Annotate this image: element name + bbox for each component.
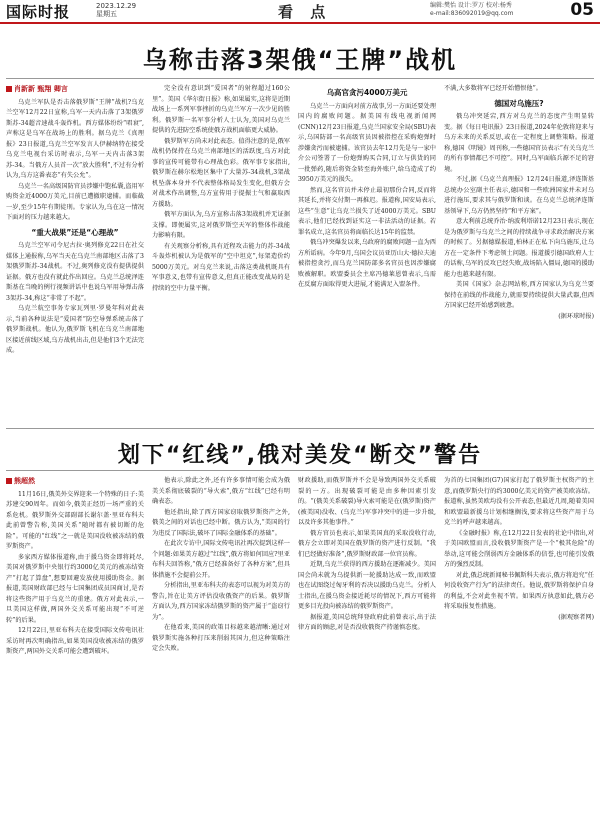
newspaper-logo: 国际时报 [6,3,71,21]
article2-source: (据观察者网) [558,613,594,621]
paragraph: 他还指出,除了西方国家窃取俄罗斯资产之外,俄美之间的对话也已经中断。俄方认为,“美国的行为违反了国际法,破坏了国际金融体系的基础”。 [152,508,290,537]
paragraph: 财政援助,而俄罗斯并不会是导致两国外交关系破裂的一方。出现破裂可能是由多种因素引发的。“(俄美关系破裂)导火索可能是在(俄罗斯)资产(被美国)没收、(乌克兰)军事冲突中的进一步升级,以及许多其他事件。” [298,477,436,526]
paragraph: 分析指出,里亚布科夫的表态可以视为对美方的警告,旨在让美方评估没收俄资产的后果。俄罗斯方面认为,西方国家冻结俄罗斯的资产属于“盗窃行为”。 [152,582,290,621]
divider [6,78,594,79]
article2-byline [6,476,144,487]
article1-source: (据环球时报) [558,312,594,320]
paragraph: 多家西方媒体报道称,由于援乌资金即将耗尽,美国对俄罗斯中央银行约3000亿美元的被冻结资产“打起了算盘”,想要回避发放使用援助资金。据报道,美国财政部已经与七国集团成员国商讨,是否将这些资产用于乌克兰的重建。俄方对此表示,一旦美国这样做,两国外交关系可能出现“不可逆转”的后果。 [6,553,144,624]
paragraph: 乌克兰军队是否击落俄罗斯“王牌”战机?乌克兰空军12月22日宣称,乌军一天内击落了3架俄罗斯苏-34超音速战斗轰炸机。西方媒体纷纷“唱衰”,声称这是乌军在战场上的胜利。据乌克兰《真理报》23日报道,乌克兰空军发言人伊赫纳特在接受乌克兰电视台采访时表示,乌军一天内击落3架苏-34。当俄方人员首一次“放大胜利”,不过有分析认为,乌方这番表态“有失公允”。 [6,98,144,179]
article2-column-2 [152,476,290,822]
article2-column-1 [6,476,144,822]
paragraph: 乌克兰一方面向对前方战事,另一方面还要处理国内的腐败问题。据美国有线电视新闻网(CNN)12月23日报道,乌克兰国家安全局(SBU)表示,乌国防部一名高级官员因被指控在采购炮弹时涉嫌贪污而被逮捕。该官员去年12月先是与一家中介公司签署了一份炮弹购买合同,订立与供货的同一批弹药,随后将资金转至海外账户,给乌造成了约3950万美元的损失。 [298,102,436,183]
paragraph: 据报道,美国总统拜登政府此前曾表示,出于法律方面的顾虑,对是否没收俄资产持谨慎态度。 [298,613,436,631]
article1-column-3 [298,84,436,424]
issue-date [96,2,136,18]
divider [6,470,594,471]
paragraph: 美国《国家》杂志网站称,西方国家认为乌克兰要保持在前线的作战能力,就需要持续提供大量武器,但西方国家已经开始感到疲惫。 [444,281,594,309]
paragraph: 《金融时报》称,在12月22日发表的社论中指出,对于美国欧盟而言,没收俄罗斯资产是一个“极其危险”的举动,这可能会削弱西方金融体系的信誉,也可能引发俄方的强烈反制。 [444,529,594,568]
masthead [0,0,600,24]
paragraph: 有关观察分析称,具有近程攻击能力的苏-34战斗轰炸机被认为是俄军的“空中坦克”,每架造价约5000万美元。对乌克兰来说,击落这类战机既具有军事意义,也带有宣传意义,但真正能改变战局的是持续的空中力量平衡。 [152,242,290,292]
email-text: e-mail:836092019@qq.com [430,10,514,17]
paragraph: 在他看来,美国的政策目标越来越清晰:通过对俄罗斯实施各种打压来削弱其国力,但这种策略注定会失败。 [152,624,290,652]
date-text: 2023.12.29 [96,2,137,10]
paragraph: 俄乌冲突延宕,西方对乌克兰的态度产生明显转变。据《每日电讯报》23日报道,2024年伦敦将迎来与乌方未来的关系反思,或在一定程度上调整策略。报道称,德国《明镜》周刊称,一些德国官员表示“有关乌克兰的所有事情都已不可控”。同时,乌军面临兵源不足的窘境。 [444,113,594,173]
byline-bullet-icon [6,86,12,92]
section-title: 看 点 [278,3,332,21]
weekday-text: 星期五 [96,10,117,18]
paragraph: 乌克兰空军司令尼古拉·奥列修克22日在社交媒体上通报称,乌军当天在乌克兰南部地区击落了3架俄罗斯苏-34战机。不过,奥列修克没有提供提供证据。俄方也没有就此作出回应。乌克兰总统泽连斯基在当晚的例行视频讲话中也说乌军用导弹击落3架苏-34,称这“非常了不起”。 [6,242,144,302]
paragraph: 乌克兰航空事务专家瓦列里·罗曼年科对此表示,当前各种说法是“爱国者”防空导弹系统击落了俄罗斯战机。他认为,俄罗斯飞机在乌克兰南部地区接近前线区域,乌方战机出击,但是他们3个无法完成。 [6,305,144,354]
paragraph: 俄罗斯军方尚未对此表态。值得注意的是,俄军战机仍保持在乌克兰南部地区的活跃度,乌方对此事的宣传可能带有心理战色彩。俄军事专家指出,俄罗斯在赫尔松地区集中了大量苏-34战机,3架战机坠落本身并不代表整体格局发生变化,但俄方会对战术作出调整,乌方宣传用于提振士气和赢取西方援助。 [152,137,290,208]
paragraph: 完全没有意识到“爱国者”的射程超过160公里”。美国《华尔街日报》称,如果属实,这将是近期战场上一系列军事挫折的乌克兰军方一次少见的胜利。俄罗斯一名军事分析人士认为,美国对乌克兰提供的先进防空系统使俄方战机面临更大威胁。 [152,85,290,134]
paragraph: 11月16日,俄美外交界迎来一个特殊的日子:美苏建交90周年。而如今,俄美正经历一场严重的关系危机。俄罗斯外交部副部长谢尔盖·里亚布科夫此前曾警告称,美国关系“随时都有被切断的危险”。可能的“红线”之一就是美国没收被冻结的俄罗斯资产。 [6,490,144,550]
page-number: 05 [570,0,594,20]
article1-column-4 [444,84,594,424]
paragraph: 俄军方面认为,乌方宣称击落3架战机并无证据支撑。即便属实,这对俄罗斯空天军的整体作战能力影响有限。 [152,211,290,239]
paragraph: 然而,这名官员并未停止最初那份合同,反而将其延长,并将交付期一再推迟。报道称,国安局表示,这些“生意”让乌克兰损失了近4000万美元。SBU表示,他们已经找到证实这一非法活动的证据。若罪名成立,这名官员将面临长达15年的监禁。 [298,186,436,236]
paragraph: 12月22日,里亚布科夫在接受国际文传电讯社采访时再次明确指出,如果美国没收被冻结的俄罗斯资产,两国外交关系可能会遭到破坏。 [6,627,144,655]
article1-column-2 [152,84,290,424]
editors-text: 编辑:樊怡 设计:罗万 校对:杨秀 [430,2,512,9]
article2-headline: 划下“红线”,俄对美发“断交”警告 [117,443,483,468]
article2-column-3 [298,476,436,822]
byline-text: 肖新新 甄翔 卿言 [14,85,68,93]
paragraph: 近期,乌克兰获得的西方援助在逐渐减少。美国国会尚未就为乌提供新一轮援助达成一致,而欧盟也在试图绕过匈牙利的否决以援助乌克兰。分析人士指出,在援乌资金接近耗尽的情况下,西方可能将更多目光投向被冻结的俄罗斯资产。 [298,561,436,610]
paragraph: 不满,大多数将军已经开始憎恨他”。 [444,85,542,92]
article1-column-1 [6,84,144,424]
article2-column-4 [444,476,594,822]
paragraph: 俄方官员也表示,如果美国真的采取没收行动,俄方会立即对美国在俄罗斯的资产进行反制。“我们已经做好准备”,俄罗斯财政部一位官员称。 [298,529,436,558]
paragraph: 俄乌冲突爆发以来,乌政府的腐败问题一直为西方所诟病。今年9月,乌国会议员亚历山大·德拉夫迪被指控贪污,而乌克兰国防部多名官员也因涉嫌腐败被解职。欧盟委员会主席冯德莱恩曾表示,乌需在反腐方面取得更大进展,才能满足入盟条件。 [298,239,436,288]
article1-byline [6,84,144,95]
paragraph: 乌克兰一名高级国防官员涉嫌中饱私囊,盗用军购资金近4000万美元,目前已遭撤职逮捕。而临截一岁,至少15年有期徒刑。专家认为,乌在这一情况下面对的压力越来越大。 [6,182,144,221]
article1-subhead-3: 德国对乌施压? [494,98,544,108]
article1-headline: 乌称击落3架俄“王牌”战机 [142,46,458,74]
paragraph: 在此次专访中,国际文传电讯社再次提到这样一个问题:如果美方越过“红线”,俄方将如何回应?里亚布科夫回答称,“俄方已经准备好了各种方案”,但具体措施不会提前公开。 [152,540,290,579]
byline-text: 熊超然 [14,477,35,485]
divider [6,428,594,429]
article1-subhead-1: “重大战果”还是“心理战” [31,227,119,237]
paragraph: 为首的七国集团(G7)国家打起了俄罗斯主权资产的主意,而俄罗斯央行的约3000亿美元的资产被美欧冻结。报道称,虽然美欧均没有公开表态,但最近几周,随着美国和欧盟最新援乌计划相继搁浅,要求将这些资产用于乌克兰的呼声越来越高。 [444,477,594,526]
editor-credits [430,2,513,18]
paragraph: 不过,据《乌克兰真理报》12月24日报道,泽连斯基总统办公室副主任表示,德国和一些欧洲国家并未对乌进行施压,要求其与俄罗斯和谈。在乌克兰总统泽连斯基领导下,乌方仍然坚持“和平方案”。 [444,176,594,215]
byline-bullet-icon [6,478,12,484]
paragraph: 意大利前总统乔治·纳波利塔诺12月23日表示,现在是为俄罗斯与乌克兰之间的持续战争寻求政治解决方案的时候了。另据德媒报道,柏林正在私下向乌施压,让乌方在一定条件下考虑领土问题。报道援引德国政府人士的话称,乌军的反攻已经失败,战场陷入僵局,德国的援助能力也越来越有限。 [444,218,594,278]
paragraph: 对此,俄总统新闻秘书佩斯科夫表示,俄方将追究“任何没收资产行为”的法律责任。他说,俄罗斯将保护自身的利益,不会对此坐视不管。如果西方执意如此,俄方必将采取报复性措施。 [444,571,594,610]
paragraph: 他表示,除此之外,还有许多事情可能会成为俄美关系彻底破裂的“导火索”,俄方“红线”已经有明确表态。 [152,477,290,505]
article1-subhead-2: 乌高官贪污4000万美元 [326,88,408,97]
